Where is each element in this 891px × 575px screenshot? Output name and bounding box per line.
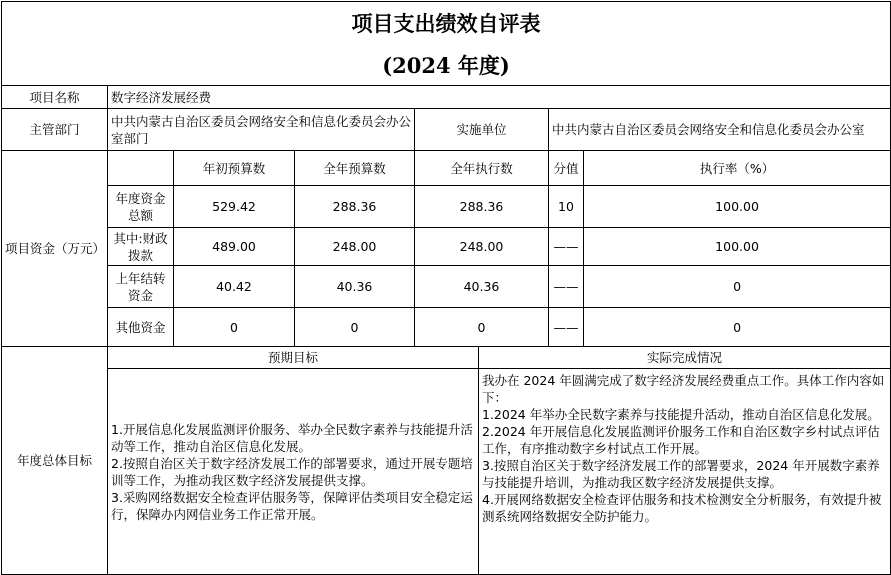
funds-row-name: 年度资金总额 (108, 186, 174, 228)
funds-cell: —— (549, 308, 584, 347)
funds-cell: 248.00 (295, 228, 415, 266)
project-name-value: 数字经济发展经费 (108, 86, 891, 109)
funds-cell: 0 (174, 308, 295, 347)
funds-label (2, 151, 108, 347)
actual-completion-item: 3.按照自治区关于数字经济发展工作的部署要求，2024 年开展数字素养与技能提升培训，为推动我区数字经济发展提供支撑。 (482, 458, 880, 490)
project-name-label: 项目名称 (2, 86, 108, 109)
expected-goal-item: 2.按照自治区关于数字经济发展工作的部署要求，通过开展专题培训等工作，为推动我区数字经济发展提供支撑。 (111, 455, 473, 488)
funds-cell: 0 (415, 308, 549, 347)
funds-cell: 489.00 (174, 228, 295, 266)
title-cell (2, 2, 891, 86)
actual-completion-item: 2.2024 年开展信息化发展监测评价服务工作和自治区数字乡村试点评估工作，有序推动数字乡村试点工作开展。 (482, 424, 880, 456)
funds-row (2, 308, 891, 347)
goals-label: 年度总体目标 (2, 347, 108, 575)
funds-cell: 40.36 (415, 266, 549, 308)
expected-goal-header: 预期目标 (108, 347, 479, 369)
funds-header-initial: 年初预算数 (174, 151, 295, 186)
unit-value: 中共内蒙古自治区委员会网络安全和信息化委员会办公室 (549, 109, 891, 151)
funds-cell: —— (549, 228, 584, 266)
actual-completion-item: 1.2024 年举办全民数字素养与技能提升活动，推动自治区信息化发展。 (482, 407, 880, 422)
funds-cell: 248.00 (415, 228, 549, 266)
funds-cell: —— (549, 266, 584, 308)
funds-cell: 40.36 (295, 266, 415, 308)
funds-cell: 10 (549, 186, 584, 228)
page-subtitle: (2024 年度) (382, 53, 510, 78)
funds-cell: 40.42 (174, 266, 295, 308)
funds-cell: 100.00 (584, 186, 891, 228)
funds-label-text: 项目资金（万元） (5, 241, 106, 256)
funds-row (2, 266, 891, 308)
unit-label: 实施单位 (415, 109, 549, 151)
funds-cell: 288.36 (295, 186, 415, 228)
dept-value: 中共内蒙古自治区委员会网络安全和信息化委员会办公室部门 (108, 109, 415, 151)
evaluation-table (1, 1, 891, 575)
funds-header-score-value: 分值 (549, 151, 584, 186)
funds-header-executed: 全年执行数 (415, 151, 549, 186)
funds-row-name: 上年结转资金 (108, 266, 174, 308)
funds-row (2, 228, 891, 266)
funds-cell: 0 (584, 266, 891, 308)
funds-row (2, 186, 891, 228)
funds-header-annual: 全年预算数 (295, 151, 415, 186)
funds-cell: 100.00 (584, 228, 891, 266)
actual-completion-item: 我办在 2024 年圆满完成了数字经济发展经费重点工作。具体工作内容如下： (482, 373, 885, 405)
page-title: 项目支出绩效自评表 (351, 11, 541, 36)
funds-header-exec-rate: 执行率（%） (584, 151, 891, 186)
funds-cell: 0 (295, 308, 415, 347)
funds-row-name: 其他资金 (108, 308, 174, 347)
expected-goal-item: 1.开展信息化发展监测评价服务、举办全民数字素养与技能提升活动等工作，推动自治区信息化发展。 (111, 421, 473, 454)
dept-label: 主管部门 (2, 109, 108, 151)
funds-header-empty (108, 151, 174, 186)
expected-goal-item: 3.采购网络数据安全检查评估服务等，保障评估类项目安全稳定运行，保障办内网信业务工作正常开展。 (111, 489, 473, 522)
funds-cell: 529.42 (174, 186, 295, 228)
funds-cell: 0 (584, 308, 891, 347)
actual-completion-header: 实际完成情况 (479, 347, 891, 369)
funds-row-name: 其中:财政拨款 (108, 228, 174, 266)
actual-completion-content (479, 369, 891, 575)
expected-goal-content (108, 369, 479, 575)
funds-cell: 288.36 (415, 186, 549, 228)
actual-completion-item: 4.开展网络数据安全检查评估服务和技术检测安全分析服务，有效提升被测系统网络数据安全防护能力。 (482, 492, 882, 524)
